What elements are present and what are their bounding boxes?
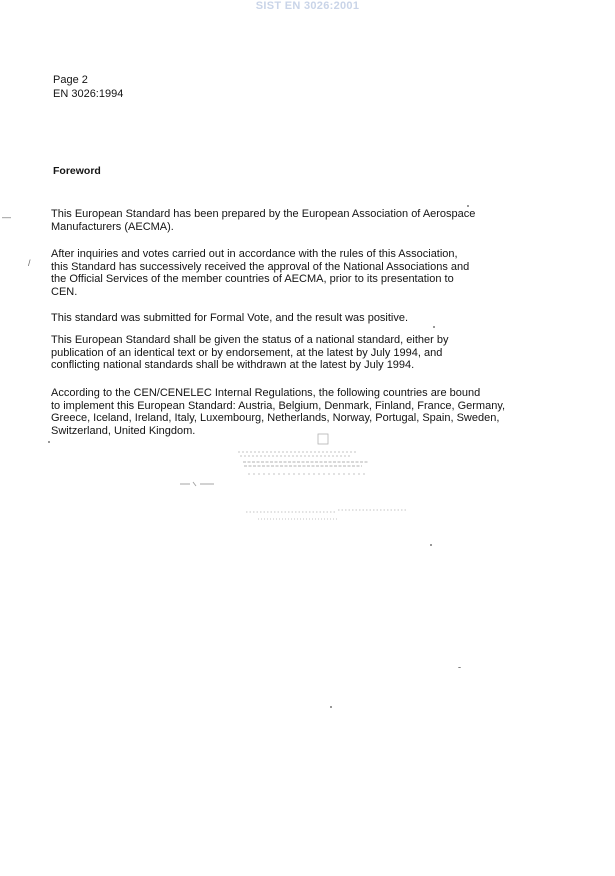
document-id: EN 3026:1994 (53, 88, 124, 100)
scan-speck (48, 441, 50, 443)
foreword-paragraph-4 (51, 334, 541, 372)
paragraph-text: This European Standard shall be given the status of a national standard, either by publication of an identical text or by endorsement, at the latest by July 1994, and conflicting national standards shall be withdrawn at the latest by July 1994. (51, 334, 449, 371)
paragraph-text: This European Standard has been prepared by the European Association of Aerospace Manufacturers (AECMA). (51, 208, 476, 233)
page-number: Page 2 (53, 74, 88, 86)
foreword-heading: Foreword (53, 165, 101, 177)
paragraph-text: After inquiries and votes carried out in accordance with the rules of this Association, this Standard has successively received the approval of the National Associations and the Official Services of the member countries of AECMA, prior to its presentation to CEN. (51, 248, 470, 298)
foreword-paragraph-1 (51, 208, 541, 233)
scan-speck (458, 667, 461, 668)
foreword-paragraph-5 (51, 387, 541, 437)
paragraph-text: This standard was submitted for Formal Vote, and the result was positive. (51, 312, 409, 324)
foreword-paragraph-2 (51, 248, 541, 298)
scan-speck (330, 706, 332, 708)
page-header (53, 73, 123, 101)
watermark: SIST EN 3026:2001 (255, 0, 360, 12)
margin-tick: — (2, 212, 11, 222)
scan-speck (433, 326, 435, 328)
scan-speck (467, 205, 469, 207)
faded-stamp (178, 432, 428, 532)
margin-tick: / (28, 258, 31, 268)
scan-speck (430, 544, 432, 546)
foreword-paragraph-3 (51, 312, 541, 325)
paragraph-text: According to the CEN/CENELEC Internal Regulations, the following countries are bound to implement this European Standard: Austria, Belgium, Denmark, Finland, France, Germany, Greece, Iceland, Ireland, Italy, Luxembourg, Netherlands, Norway, Portugal, Spain, Sweden, Switzerland, United Kingdom. (51, 387, 506, 437)
